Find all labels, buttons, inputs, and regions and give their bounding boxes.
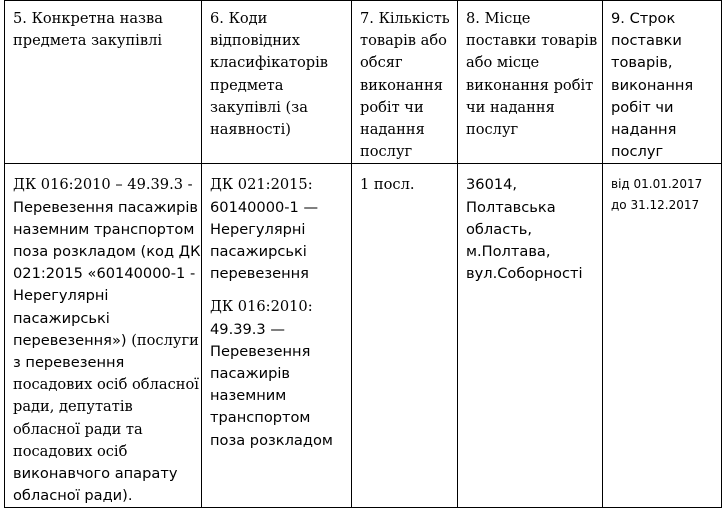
cell-delivery-term: від 01.01.2017 до 31.12.2017 <box>603 164 722 508</box>
cell-item-name: ДК 016:2010 – 49.39.3 - Перевезення пасажирів наземним транспортом поза розкладом (код ДК 021:2015 «60140000-1 - Нерегулярні пасажирські перевезення») (послуги з перевезення посадових осіб обласної ради, депутатів обласної ради та посадових осіб виконавчого апарату обласної ради). <box>5 164 202 508</box>
table-header-row <box>5 1 722 164</box>
table-row <box>5 164 722 508</box>
header-delivery-place: 8. Місце поставки товарів або місце виконання робіт чи надання послуг <box>458 1 603 164</box>
header-item-name: 5. Конкретна назва предмета закупівлі <box>5 1 202 164</box>
header-delivery-term: 9. Строк поставки товарів, виконання робіт чи надання послуг <box>603 1 722 164</box>
procurement-table <box>4 0 722 508</box>
header-quantity: 7. Кількість товарів або обсяг виконання робіт чи надання послуг <box>352 1 458 164</box>
code-dk016: ДК 016:2010: 49.39.3 — Перевезення пасажирів наземним транспортом поза розкладом <box>210 298 333 449</box>
cell-classifier-codes <box>202 164 352 508</box>
code-dk021: ДК 021:2015: 60140000-1 — Нерегулярні пасажирські перевезення <box>210 176 319 283</box>
header-classifier-codes: 6. Коди відповідних класифікаторів предмета закупівлі (за наявності) <box>202 1 352 164</box>
cell-quantity: 1 посл. <box>352 164 458 508</box>
cell-delivery-place: 36014, Полтавська область, м.Полтава, вул.Соборності <box>458 164 603 508</box>
